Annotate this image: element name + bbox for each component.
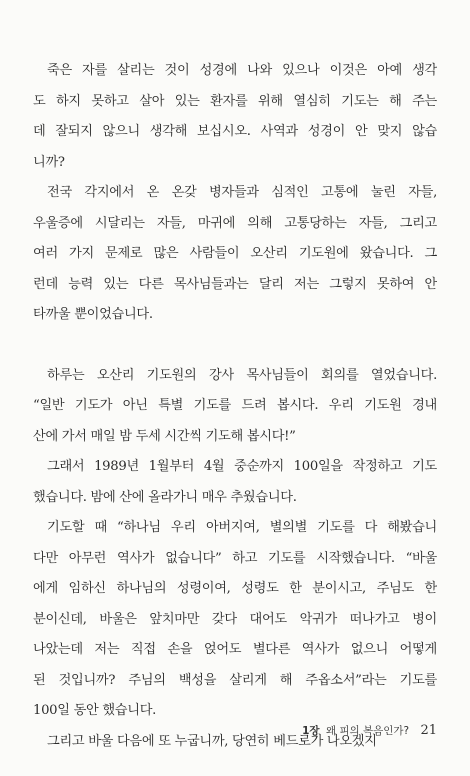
text-line: “일반 기도가 아닌 특별 기도를 드려 봅시다. 우리 기도원 경내: [33, 398, 437, 413]
text-line: 데 잘되지 않으니 생각해 보십시오. 사역과 성경이 안 맞지 않습: [33, 124, 437, 139]
chapter-label: 1장: [302, 725, 320, 737]
text-line: 도 하지 못하고 살아 있는 환자를 위해 열심히 기도는 해 주는: [33, 93, 437, 109]
paragraph: [33, 178, 437, 331]
text-line: 죽은 자를 살리는 것이 성경에 나와 있으나 이것은 아예 생각: [47, 63, 437, 78]
paragraph: [33, 513, 437, 727]
chapter-title: 왜 피의 복음인가?: [325, 725, 410, 737]
text-line: 다만 아무런 역사가 없습니다” 하고 기도를 시작했습니다. “바울: [33, 550, 437, 566]
text-line: 나았는데 저는 직접 손을 얹어도 별다른 역사가 없으니 어떻게: [33, 642, 437, 657]
text-line: 산에 가서 매일 밤 두세 시간씩 기도해 봅시다!”: [33, 428, 296, 444]
text-line: 니까?: [33, 154, 65, 170]
text-line: 분이신데, 바울은 앞치마만 갖다 대어도 악귀가 떠나가고 병이: [33, 611, 437, 627]
text-line: 그래서 1989년 1월부터 4월 중순까지 100일을 작정하고 기도: [47, 459, 437, 474]
text-line: 전국 각지에서 온 온갖 병자들과 심적인 고통에 눌린 자들,: [47, 185, 437, 200]
paragraph: [33, 56, 437, 178]
text-line: 그리고 바울 다음에 또 누굽니까, 당연히 베드로가 나오겠지: [47, 733, 377, 749]
text-line: 하루는 오산리 기도원의 강사 목사님들이 회의를 열었습니다.: [47, 367, 437, 383]
text-line: 했습니다. 밤에 산에 올라가니 매우 추웠습니다.: [33, 489, 297, 505]
text-line: 에게 임하신 하나님의 성령이여, 성령도 한 분이시고, 주님도 한: [33, 581, 437, 596]
text-line: 타까울 뿐이었습니다.: [33, 307, 153, 322]
paragraph: [33, 361, 437, 453]
running-footer: [302, 723, 437, 738]
text-line: 여러 가지 문제로 많은 사람들이 오산리 기도원에 왔습니다. 그: [33, 246, 437, 261]
text-line: 된 것입니까? 주님의 백성을 살리게 해 주옵소서”라는 기도를: [33, 672, 437, 688]
text-line: 우울증에 시달리는 자들, 마귀에 의해 고통당하는 자들, 그리고: [33, 215, 437, 231]
body-text: [33, 56, 437, 757]
text-line: 런데 능력 있는 다른 목사님들과는 달리 저는 그렇지 못하여 안: [33, 276, 437, 292]
section-break: [33, 331, 437, 361]
text-line: 기도할 때 “하나님 우리 아버지여, 별의별 기도를 다 해봤습니: [47, 520, 437, 535]
paragraph: [33, 452, 437, 513]
page-number: 21: [420, 723, 437, 738]
text-line: 100일 동안 했습니다.: [33, 703, 157, 718]
